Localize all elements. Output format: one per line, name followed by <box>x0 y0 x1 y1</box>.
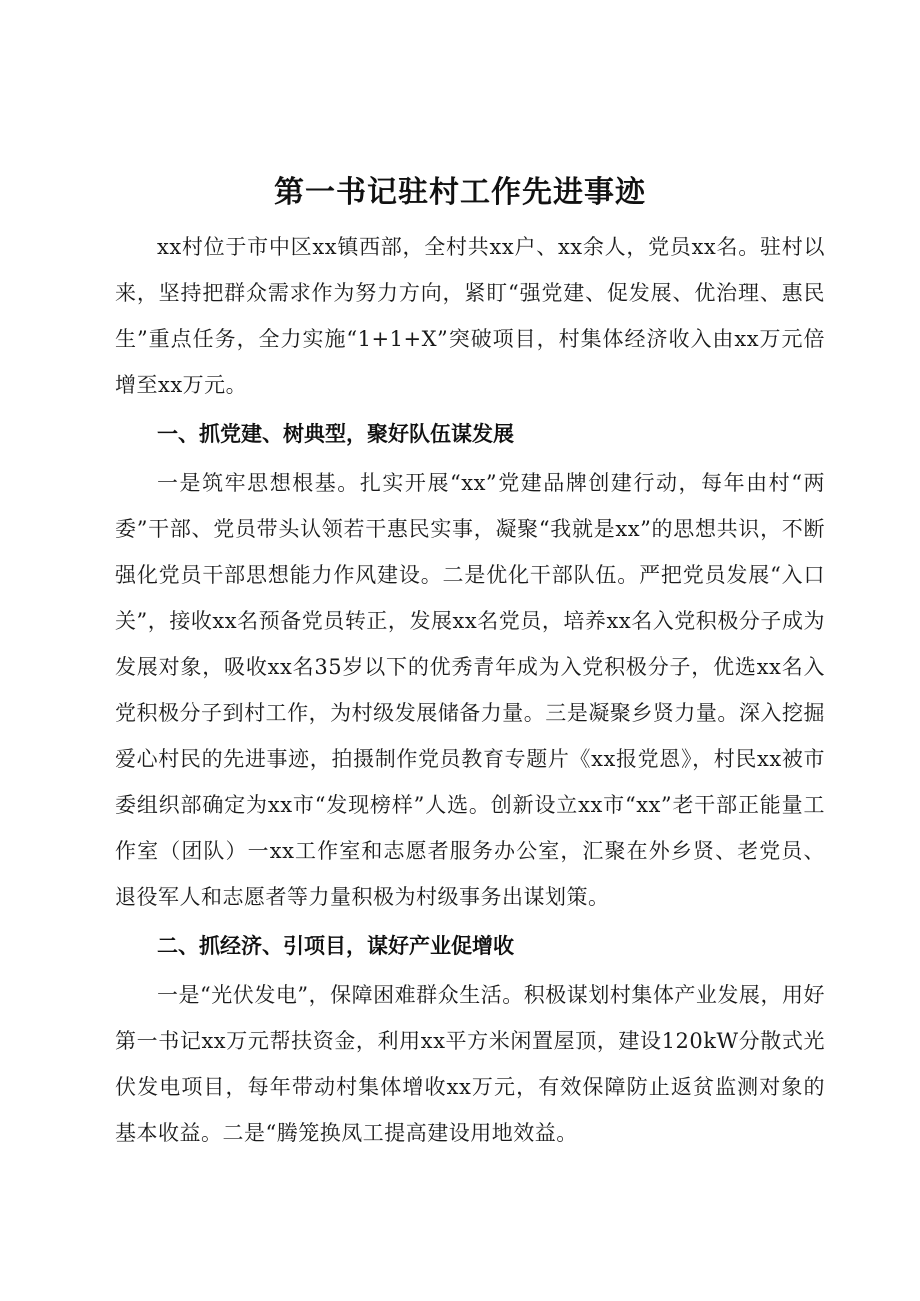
intro-paragraph: xx村位于市中区xx镇西部，全村共xx户、xx余人，党员xx名。驻村以来，坚持把群众需求作为努力方向，紧盯“强党建、促发展、优治理、惠民生”重点任务，全力实施“1+1+X”突破项目，村集体经济收入由xx万元倍增至xx万元。 <box>115 235 825 397</box>
document-title: 第一书记驻村工作先进事迹 <box>274 175 646 210</box>
section-heading-economy: 二、抓经济、引项目，谋好产业促增收 <box>157 934 514 958</box>
section-paragraph-economy: 一是“光伏发电”，保障困难群众生活。积极谋划村集体产业发展，用好第一书记xx万元帮扶资金，利用xx平方米闲置屋顶，建设120kW分散式光伏发电项目，每年带动村集体增收xx万元，有效保障防止返贫监测对象的基本收益。二是“腾笼换凤工提高建设用地效益。 <box>115 983 825 1145</box>
document-body <box>115 224 825 1156</box>
section-heading-party-building: 一、抓党建、树典型，聚好队伍谋发展 <box>157 422 514 446</box>
section-paragraph-party-building: 一是筑牢思想根基。扎实开展“xx”党建品牌创建行动，每年由村“两委”干部、党员带头认领若干惠民实事，凝聚“我就是xx”的思想共识，不断强化党员干部思想能力作风建设。二是优化干部队伍。严把党员发展“入口关”，接收xx名预备党员转正，发展xx名党员，培养xx名入党积极分子成为发展对象，吸收xx名35岁以下的优秀青年成为入党积极分子，优选xx名入党积极分子到村工作，为村级发展储备力量。三是凝聚乡贤力量。深入挖掘爱心村民的先进事迹，拍摄制作党员教育专题片《xx报党恩》，村民xx被市委组织部确定为xx市“发现榜样”人选。创新设立xx市“xx”老干部正能量工作室（团队）一xx工作室和志愿者服务办公室，汇聚在外乡贤、老党员、退役军人和志愿者等力量积极为村级事务出谋划策。 <box>115 471 825 909</box>
